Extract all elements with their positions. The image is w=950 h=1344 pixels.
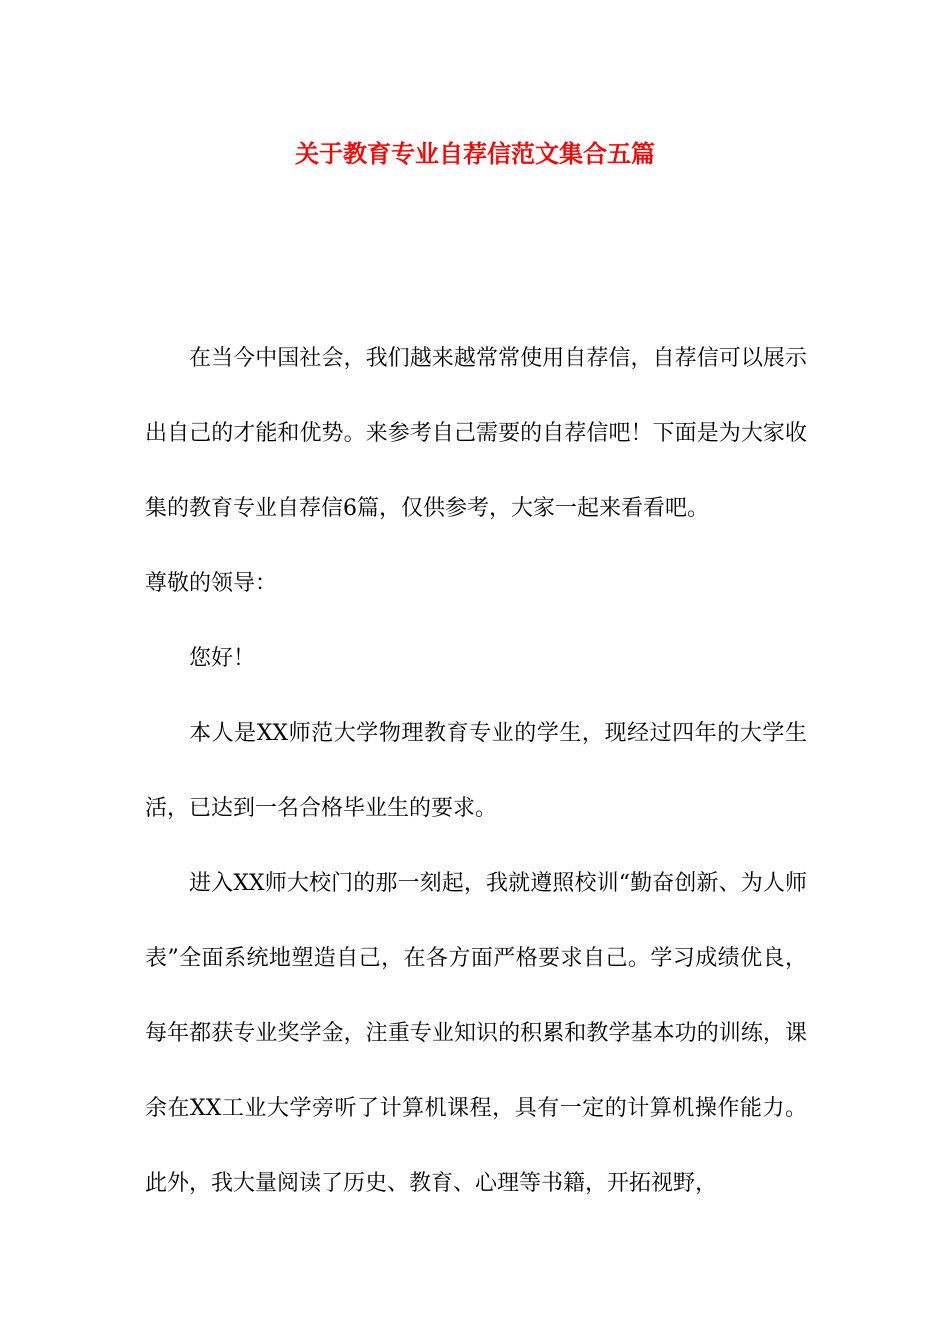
intro-paragraph: 在当今中国社会，我们越来越常常使用自荐信，自荐信可以展示出自己的才能和优势。来参考自己需要的自荐信吧！下面是为大家收集的教育专业自荐信6篇，仅供参考，大家一起来看看吧。 [145,346,807,521]
study-experience-paragraph: 进入XX师大校门的那一刻起，我就遵照校训“勤奋创新、为人师表”全面系统地塑造自己，在各方面严格要求自己。学习成绩优良，每年都获专业奖学金，注重专业知识的积累和教学基本功的训练，课余在XX工业大学旁听了计算机课程，具有一定的计算机操作能力。此外，我大量阅读了历史、教育、心理等书籍，开拓视野， [145,871,807,1196]
self-introduction-paragraph: 本人是XX师范大学物理教育专业的学生，现经过四年的大学生活，已达到一名合格毕业生的要求。 [145,721,807,821]
document-body [145,321,807,1221]
document-title: 关于教育专业自荐信范文集合五篇 [295,139,655,168]
greeting: 您好！ [189,646,256,671]
salutation: 尊敬的领导： [145,571,278,596]
